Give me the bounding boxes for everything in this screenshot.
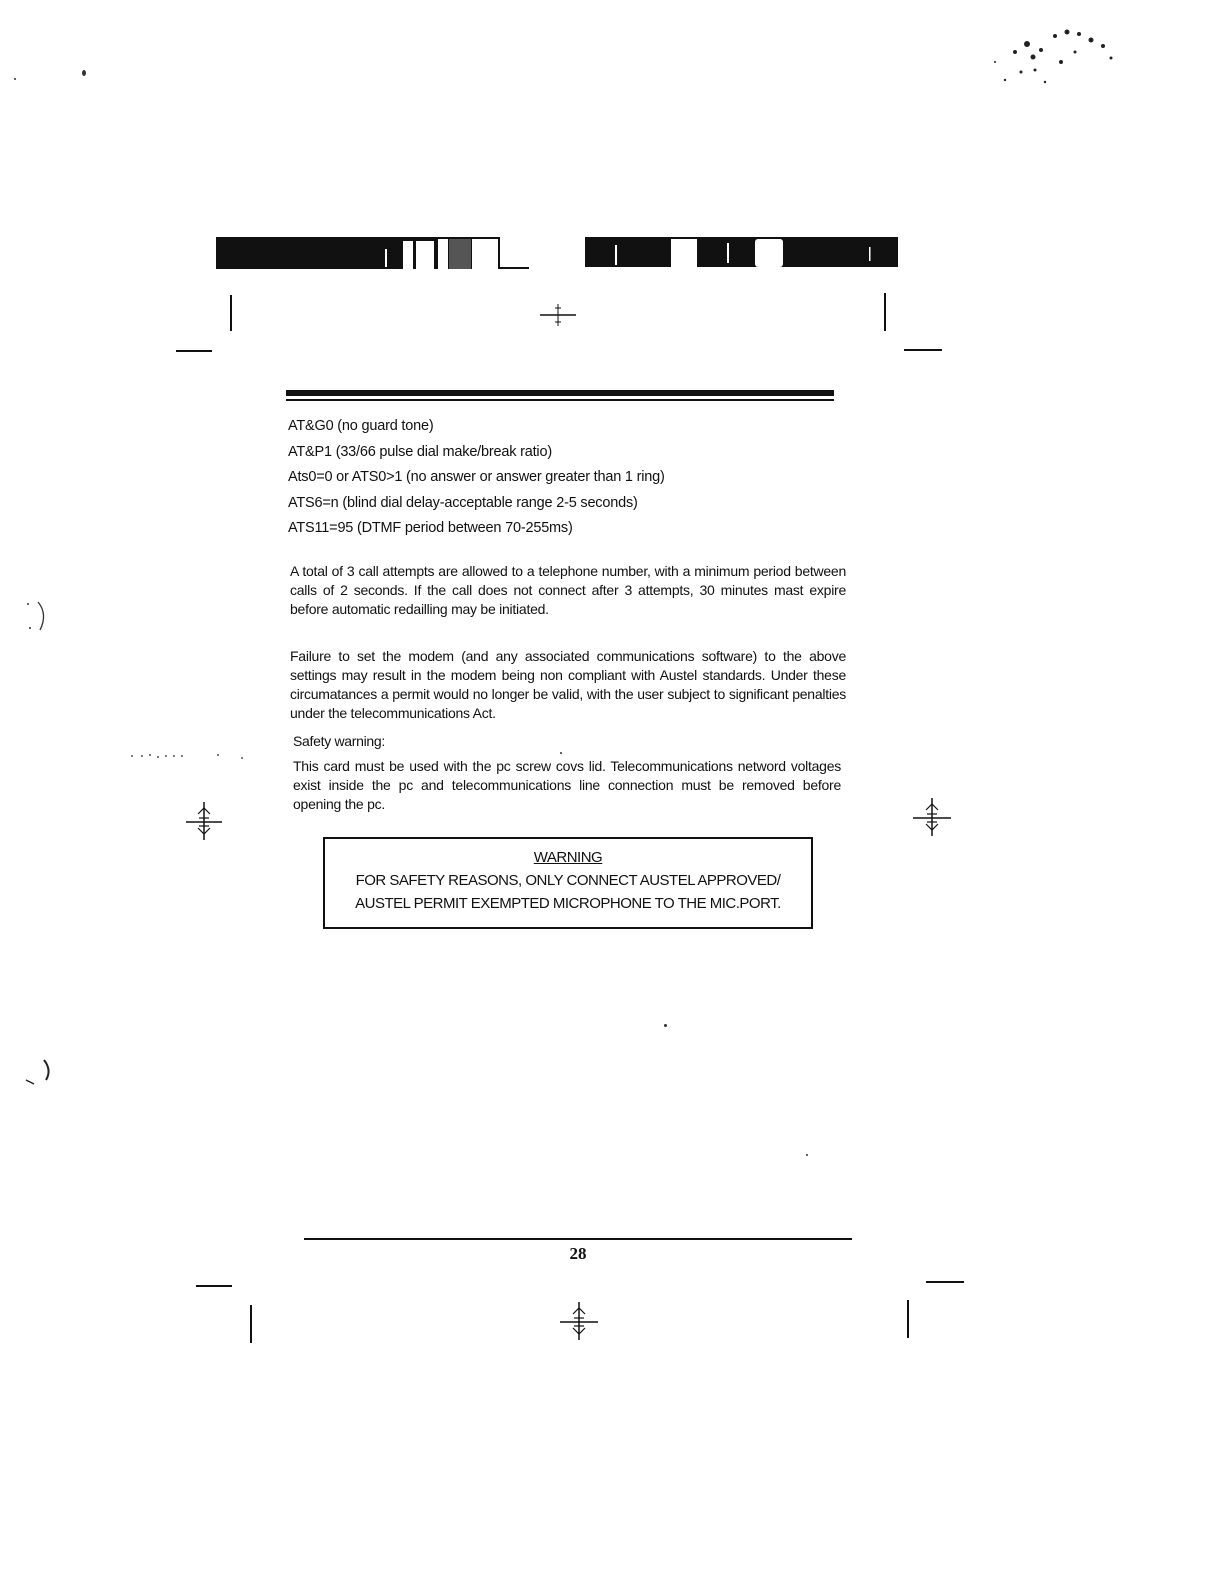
warning-box [323, 837, 813, 929]
at-command-item: Ats0=0 or ATS0>1 (no answer or answer greater than 1 ring) [288, 469, 665, 486]
scan-speck [560, 752, 562, 754]
warning-line-1: FOR SAFETY REASONS, ONLY CONNECT AUSTEL APPROVED/ [355, 872, 781, 889]
at-command-item: AT&G0 (no guard tone) [288, 418, 434, 434]
warning-line-2: AUSTEL PERMIT EXEMPTED MICROPHONE TO THE MIC.PORT. [355, 895, 781, 912]
call-attempts-paragraph: A total of 3 call attempts are allowed to a telephone number, with a minimum period between calls of 2 seconds. If the call does not connect after 3 attempts, 30 minutes mast expire before automatic redailling may be initiated. [290, 563, 846, 617]
print-strip-right [585, 237, 898, 267]
safety-warning-paragraph: This card must be used with the pc screw covs lid. Telecommunications netword voltages exist inside the pc and telecommunications line connection must be removed before opening the pc. [293, 758, 841, 812]
at-command-item: AT&P1 (33/66 pulse dial make/break ratio) [288, 443, 552, 460]
safety-warning-heading: Safety warning: [293, 733, 385, 749]
print-strip-left [216, 237, 529, 269]
crop-mark-top-right-horizontal [904, 349, 942, 351]
scan-noise-top-right [975, 22, 1125, 102]
crop-mark-top-right-vertical [884, 293, 886, 331]
crop-mark-bottom-left-horizontal [196, 1285, 232, 1287]
at-command-list [288, 414, 848, 542]
crop-mark-bottom-left-vertical [250, 1305, 252, 1343]
at-command-item: ATS11=95 (DTMF period between 70-255ms) [288, 520, 573, 537]
scan-speck [664, 1024, 667, 1027]
scan-speck [806, 1154, 808, 1156]
crop-mark-top-left-vertical [230, 295, 232, 331]
registration-mark-icon [540, 300, 576, 330]
page-number: 28 [569, 1244, 587, 1263]
crop-mark-bottom-right-horizontal [926, 1281, 964, 1283]
compliance-paragraph: Failure to set the modem (and any associated communications software) to the above settings may result in the modem being non compliant with Austel standards. Under these circumatances a permit would no longer be valid, with the user subject to significant penalties under the telecommunications Act. [290, 648, 846, 721]
scan-noise-left-margin [20, 596, 60, 636]
scan-noise-left-margin [20, 1050, 60, 1090]
header-rule-thick [286, 390, 834, 396]
scan-speck [82, 70, 86, 76]
footer-rule [304, 1238, 852, 1240]
registration-mark-icon [560, 1302, 598, 1340]
registration-mark-icon [186, 802, 222, 840]
crop-mark-top-left-horizontal [176, 350, 212, 352]
warning-title: WARNING [533, 849, 603, 866]
header-rule-thin [286, 399, 834, 401]
crop-mark-bottom-right-vertical [907, 1300, 909, 1338]
scan-speck [14, 78, 16, 80]
scan-noise-left-margin [128, 748, 248, 768]
at-command-item: ATS6=n (blind dial delay-acceptable range 2-5 seconds) [288, 494, 638, 511]
registration-mark-icon [913, 798, 951, 836]
